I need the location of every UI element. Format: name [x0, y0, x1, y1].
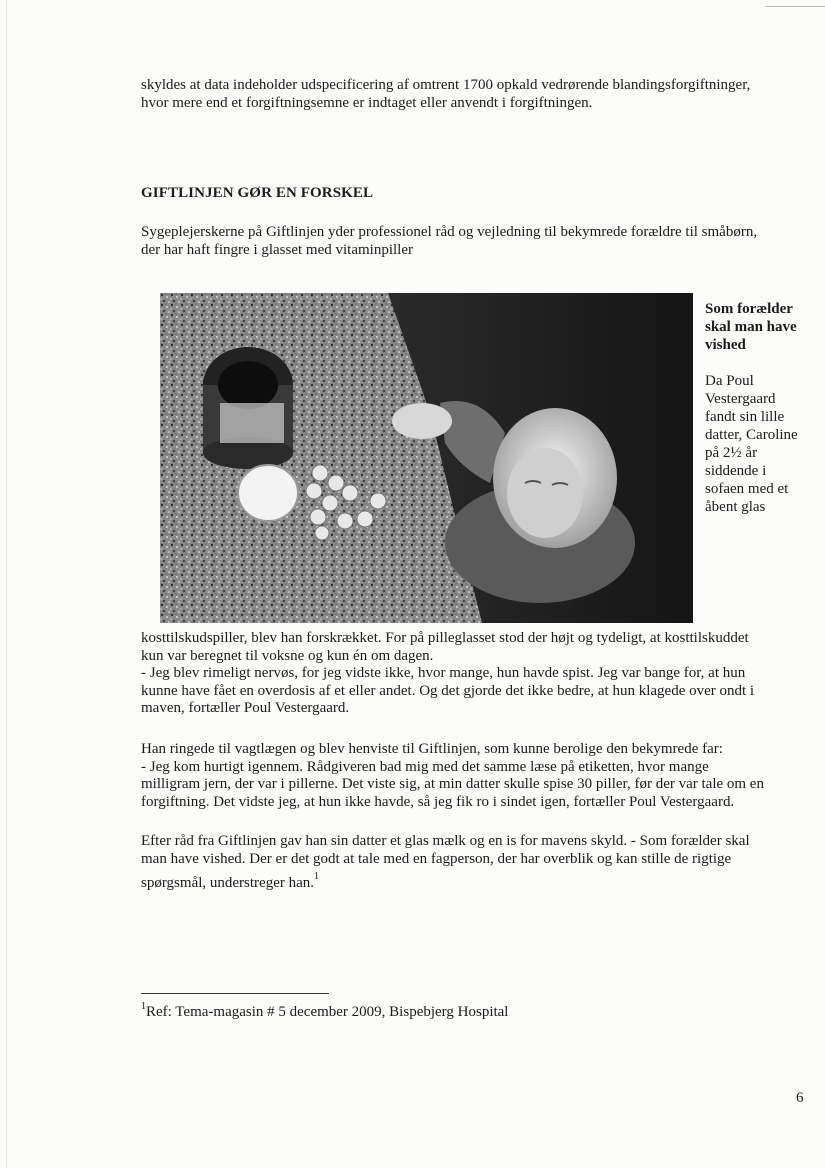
scan-edge-line [765, 6, 825, 7]
footnote-reference: 1 [314, 871, 320, 882]
article-photo [160, 293, 693, 623]
text-line: - Jeg kom hurtigt igennem. Rådgiveren bad mig med det samme læse på etiketten, hvor mange [141, 758, 709, 775]
text-line: Efter råd fra Giftlinjen gav han sin datter et glas mælk og en is for mavens skyld. - Som forælder skal [141, 833, 750, 849]
sidebar-text [705, 372, 810, 516]
child-with-pills-photo [160, 293, 693, 623]
text-line: kunne have fået en overdosis af et eller andet. Og det gjorde det ikke bedre, at hun klagede over ondt i [141, 682, 755, 699]
text-line: vished [705, 337, 746, 353]
lead-paragraph [141, 224, 811, 259]
text-line: sofaen med et [705, 481, 789, 497]
text-line: milligram jern, der var i pillerne. Det viste sig, at min datter skulle spise 30 piller, før der var tale om en [141, 776, 764, 792]
text-fragment: spørgsmål, understreger han. [141, 875, 315, 891]
intro-paragraph [141, 77, 811, 112]
section-heading: GIFTLINJEN GØR EN FORSKEL [141, 185, 374, 201]
text-line: Han ringede til vagtlægen og blev henviste til Giftlinjen, som kunne berolige den bekymrede far: [141, 741, 723, 757]
footnote-text: Ref: Tema-magasin # 5 december 2009, Bispebjerg Hospital [146, 1004, 509, 1020]
text-line: Da Poul [705, 373, 754, 389]
article-paragraph-2 [141, 741, 811, 811]
scan-margin-line [6, 0, 7, 1168]
text-line: skal man have [705, 319, 797, 335]
footnote [141, 1001, 508, 1021]
text-line: forgiftning. Det vidste jeg, at hun ikke havde, så jeg fik ro i sindet igen, fortæller Poul Vestergaard. [141, 793, 735, 810]
text-line: på 2½ år [705, 445, 758, 461]
text-line [141, 868, 811, 893]
text-line: hvor mere end et forgiftningsemne er indtaget eller anvendt i forgiftningen. [141, 94, 593, 111]
text-line: datter, Caroline [705, 427, 798, 443]
text-line: åbent glas [705, 499, 766, 515]
text-line: siddende i [705, 463, 767, 479]
text-line: maven, fortæller Poul Vestergaard. [141, 700, 350, 716]
text-line: Sygeplejerskerne på Giftlinjen yder professionel råd og vejledning til bekymrede forældre til småbørn, [141, 224, 758, 240]
page-number: 6 [796, 1090, 804, 1106]
text-line: fandt sin lille [705, 409, 785, 425]
footnote-separator [141, 993, 329, 994]
text-line: Som forælder [705, 301, 793, 317]
photo-caption-sidebar [705, 300, 810, 516]
text-line: skyldes at data indeholder udspecificering af omtrent 1700 opkald vedrørende blandingsforgiftninger, [141, 77, 751, 93]
text-line: Vestergaard [705, 391, 776, 407]
article-paragraph-1 [141, 630, 811, 718]
text-line: man have vished. Der er det godt at tale med en fagperson, der har overblik og kan stille de rigtige [141, 850, 732, 867]
sidebar-heading [705, 300, 810, 354]
footnote-marker: 1 [141, 1001, 146, 1012]
article-paragraph-3 [141, 833, 811, 893]
text-line: - Jeg blev rimeligt nervøs, for jeg vidste ikke, hvor mange, hun havde spist. Jeg var bange for, at hun [141, 665, 746, 681]
text-line: kun var beregnet til voksne og kun én om dagen. [141, 647, 434, 664]
text-line: der har haft fingre i glasset med vitaminpiller [141, 241, 413, 258]
text-line: kosttilskudspiller, blev han forskrækket. For på pilleglasset stod der højt og tydeligt, at kosttilskuddet [141, 630, 749, 646]
